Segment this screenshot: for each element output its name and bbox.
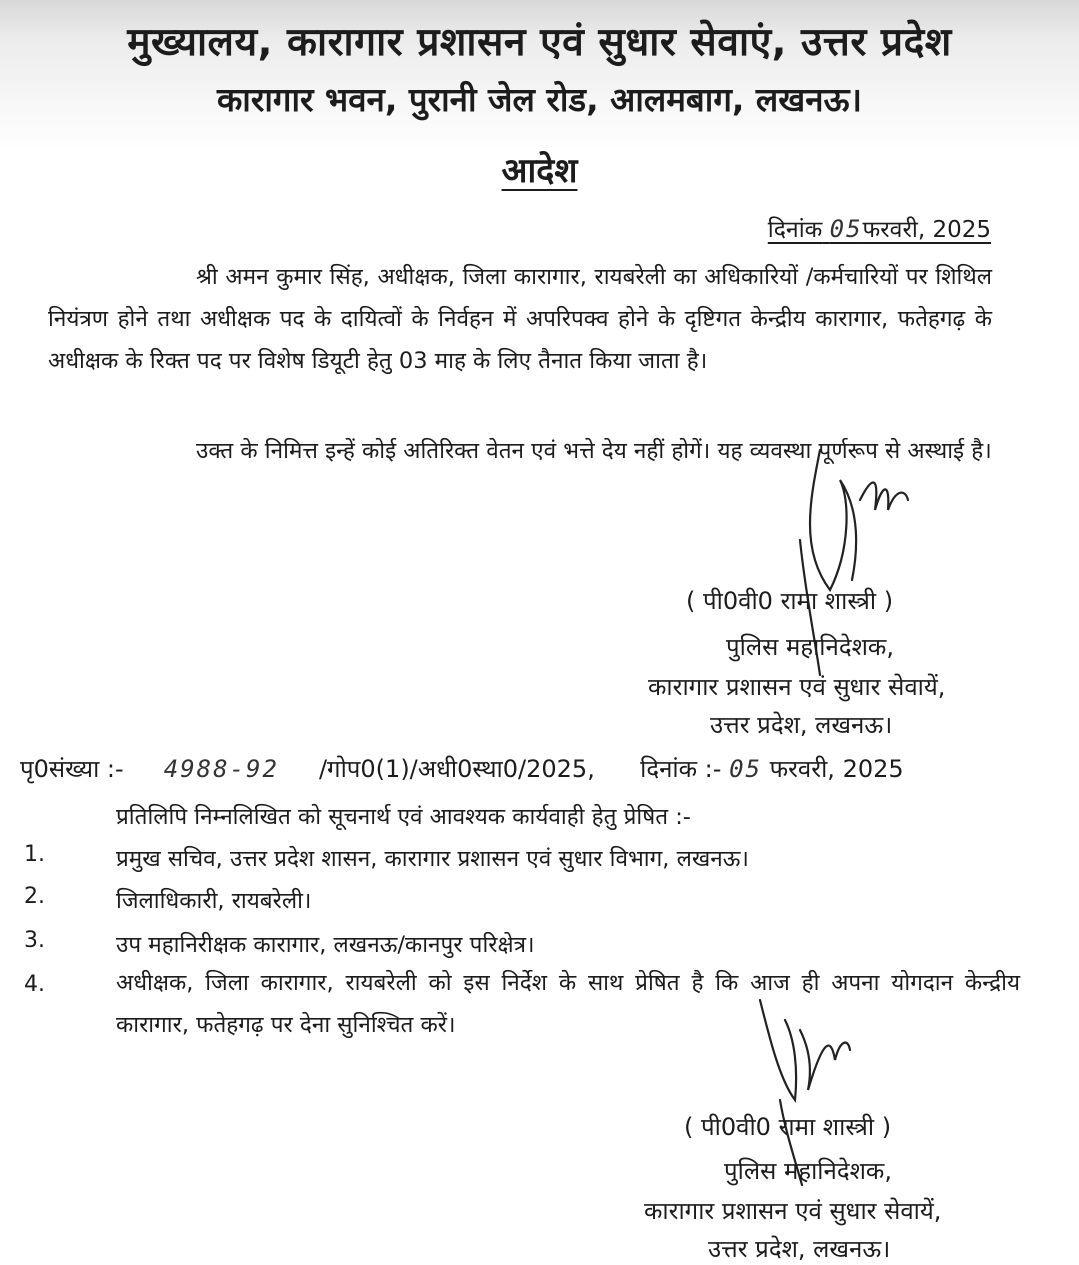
body-paragraph-1: श्री अमन कुमार सिंह, अधीक्षक, जिला कारागार, रायबरेली का अधिकारियों /कर्मचारियों पर शिथिल नियंत्रण होने तथा अधीक्षक पद के दायित्वों के निर्वहन में अपरिपक्व होने के दृष्टिगत केन्द्रीय कारागार, फतेहगढ़ के अधीक्षक के रिक्त पद पर विशेष डियूटी हेतु 03 माह के लिए तैनात किया जाता है। <box>48 264 992 374</box>
order-title: आदेश <box>501 151 578 191</box>
signatory-1-department: कारागार प्रशासन एवं सुधार सेवायें, <box>648 673 946 701</box>
header-line-1: मुख्यालय, कारागार प्रशासन एवं सुधार सेवाएं, उत्तर प्रदेश <box>127 20 952 65</box>
reference-date-prefix: दिनांक :- <box>640 755 722 783</box>
signatory-1-location: उत्तर प्रदेश, लखनऊ। <box>710 711 893 739</box>
signatory-2-name: ( पी0वी0 रामा शास्त्री ) <box>684 1113 892 1141</box>
signatory-2-department: कारागार प्रशासन एवं सुधार सेवायें, <box>644 1197 942 1225</box>
date-rest: फरवरी, 2025 <box>862 217 991 243</box>
date-prefix: दिनांक <box>767 217 823 243</box>
reference-number-handwritten: 4988-92 <box>163 755 279 783</box>
date-day-handwritten: 05 <box>829 215 863 243</box>
reference-line <box>20 752 904 785</box>
copy-item-4-text: अधीक्षक, जिला कारागार, रायबरेली को इस निर्देश के साथ प्रेषित है कि आज ही अपना योगदान केन्द्रीय कारागार, फतेहगढ़ पर देना सुनिश्चित करें। <box>116 970 1020 1038</box>
copy-item-1-text: प्रमुख सचिव, उत्तर प्रदेश शासन, कारागार प्रशासन एवं सुधार विभाग, लखनऊ। <box>116 846 749 872</box>
reference-suffix: /गोप0(1)/अधी0स्था0/2025, <box>318 755 595 783</box>
header-line-2: कारागार भवन, पुरानी जेल रोड, आलमबाग, लखनऊ। <box>216 80 863 119</box>
copy-item-1-number: 1. <box>24 842 45 867</box>
signatory-2-location: उत्तर प्रदेश, लखनऊ। <box>708 1235 891 1263</box>
copy-intro: प्रतिलिपि निम्नलिखित को सूचनार्थ एवं आवश्यक कार्यवाही हेतु प्रेषित :- <box>116 804 691 830</box>
signatory-2-designation: पुलिस महानिदेशक, <box>724 1157 892 1185</box>
reference-date-rest: फरवरी, 2025 <box>769 755 904 783</box>
order-date <box>768 212 991 244</box>
copy-item-3-number: 3. <box>24 928 45 953</box>
reference-date-day-handwritten: 05 <box>729 755 762 783</box>
signatory-1-designation: पुलिस महानिदेशक, <box>726 633 894 661</box>
copy-item-2-number: 2. <box>24 884 45 909</box>
copy-item-4-number: 4. <box>24 972 45 997</box>
copy-item-2-text: जिलाधिकारी, रायबरेली। <box>116 888 312 914</box>
reference-prefix: पृ0संख्या :- <box>20 755 124 783</box>
body-paragraph-2: उक्त के निमित्त इन्हें कोई अतिरिक्त वेतन एवं भत्ते देय नहीं होगें। यह व्यवस्था पूर्णरूप से अस्थाई है। <box>196 438 992 464</box>
copy-item-3-text: उप महानिरीक्षक कारागार, लखनऊ/कानपुर परिक्षेत्र। <box>116 932 535 958</box>
signatory-1-name: ( पी0वी0 रामा शास्त्री ) <box>686 587 894 615</box>
